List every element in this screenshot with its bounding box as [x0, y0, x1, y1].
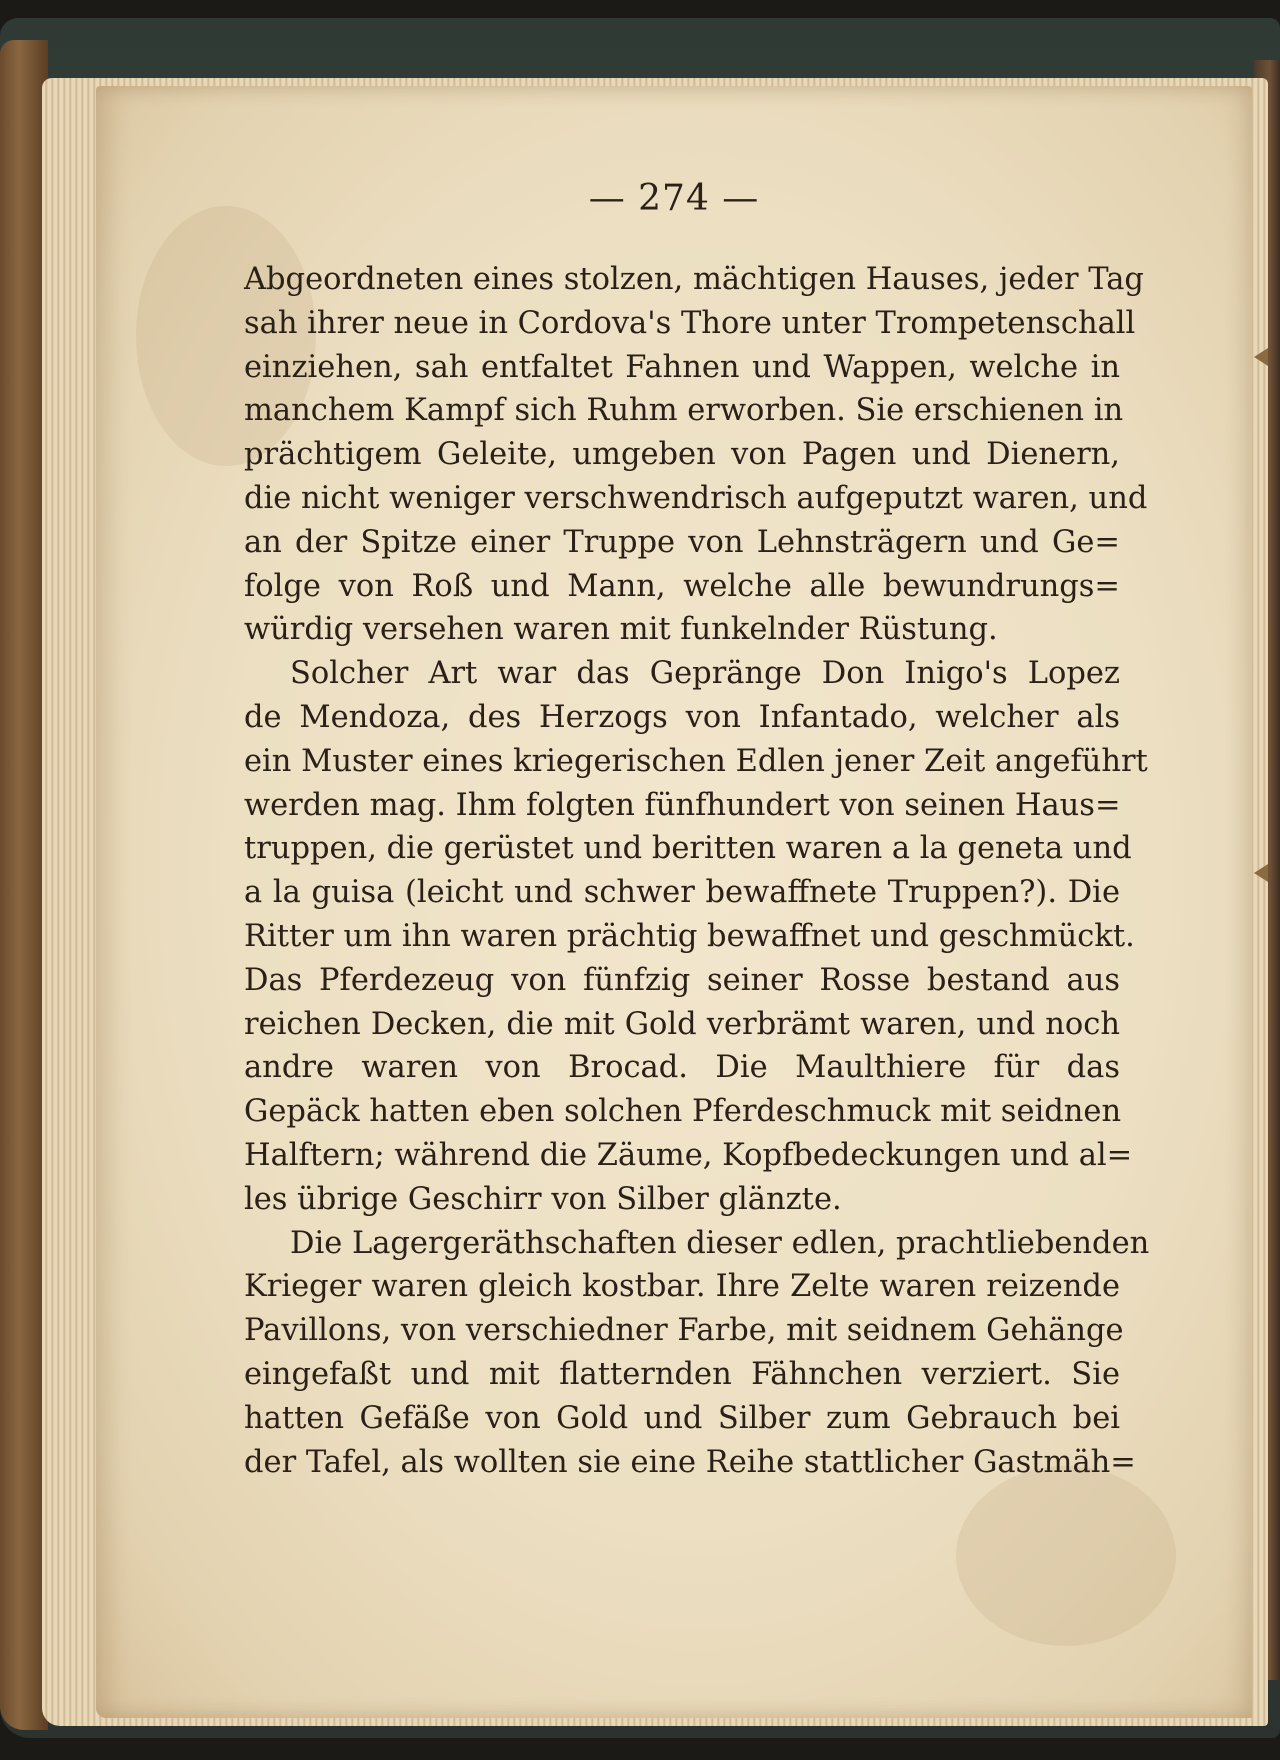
text-line: les übrige Geschirr von Silber glänzte. — [244, 1181, 842, 1217]
text-line: a la guisa (leicht und schwer bewaffnete Truppen?). Die — [244, 875, 1120, 911]
text-line: Gepäck hatten eben solchen Pferdeschmuck mit seidnen — [244, 1094, 1122, 1130]
text-line: prächtigem Geleite, umgeben von Pagen und Dienern, — [244, 437, 1120, 473]
text-line: Krieger waren gleich kostbar. Ihre Zelte waren reizende — [244, 1269, 1120, 1305]
text-line: würdig versehen waren mit funkelnder Rüstung. — [244, 612, 998, 648]
text-line: de Mendoza, des Herzogs von Infantado, welcher als — [244, 699, 1120, 735]
text-line: Die Lagergeräthschaften dieser edlen, prachtliebenden — [290, 1225, 1150, 1261]
text-line: Ritter um ihn waren prächtig bewaffnet und geschmückt. — [244, 918, 1135, 954]
text-line: die nicht weniger verschwendrisch aufgeputzt waren, und — [244, 480, 1148, 516]
text-line: manchem Kampf sich Ruhm erworben. Sie erschienen in — [244, 393, 1124, 429]
text-line: an der Spitze einer Truppe von Lehnsträgern und Ge= — [244, 524, 1120, 560]
text-line: hatten Gefäße von Gold und Silber zum Gebrauch bei — [244, 1400, 1120, 1436]
text-line: sah ihrer neue in Cordova's Thore unter Trompetenschall — [244, 305, 1136, 341]
text-line: Abgeordneten eines stolzen, mächtigen Hauses, jeder Tag — [244, 262, 1144, 297]
text-line: eingefaßt und mit flatternden Fähnchen verziert. Sie — [244, 1356, 1120, 1392]
text-line: Pavillons, von verschiedner Farbe, mit seidnem Gehänge — [244, 1313, 1124, 1349]
book-page — [96, 86, 1252, 1718]
ribbon-mark-icon — [1254, 864, 1268, 882]
text-line: reichen Decken, die mit Gold verbrämt waren, und noch — [244, 1006, 1120, 1042]
text-line: Halftern; während die Zäume, Kopfbedeckungen und al= — [244, 1137, 1133, 1173]
text-line: ein Muster eines kriegerischen Edlen jener Zeit angeführt — [244, 743, 1148, 779]
text-line: truppen, die gerüstet und beritten waren a la geneta und — [244, 831, 1132, 867]
text-line: der Tafel, als wollten sie eine Reihe stattlicher Gastmäh= — [244, 1444, 1136, 1480]
ribbon-mark-icon — [1254, 348, 1268, 366]
text-line: einziehen, sah entfaltet Fahnen und Wappen, welche in — [244, 349, 1120, 385]
text-line: Solcher Art war das Gepränge Don Inigo's Lopez — [290, 656, 1120, 692]
page-number: — 274 — — [588, 178, 760, 219]
body-text — [244, 258, 1150, 1484]
book-spine — [0, 40, 48, 1730]
text-line: folge von Roß und Mann, welche alle bewundrungs= — [244, 568, 1120, 604]
text-line: andre waren von Brocad. Die Maulthiere für das — [244, 1050, 1120, 1086]
text-line: werden mag. Ihm folgten fünfhundert von seinen Haus= — [244, 787, 1121, 823]
text-line: Das Pferdezeug von fünfzig seiner Rosse bestand aus — [244, 962, 1120, 998]
paper-stain — [956, 1466, 1176, 1646]
